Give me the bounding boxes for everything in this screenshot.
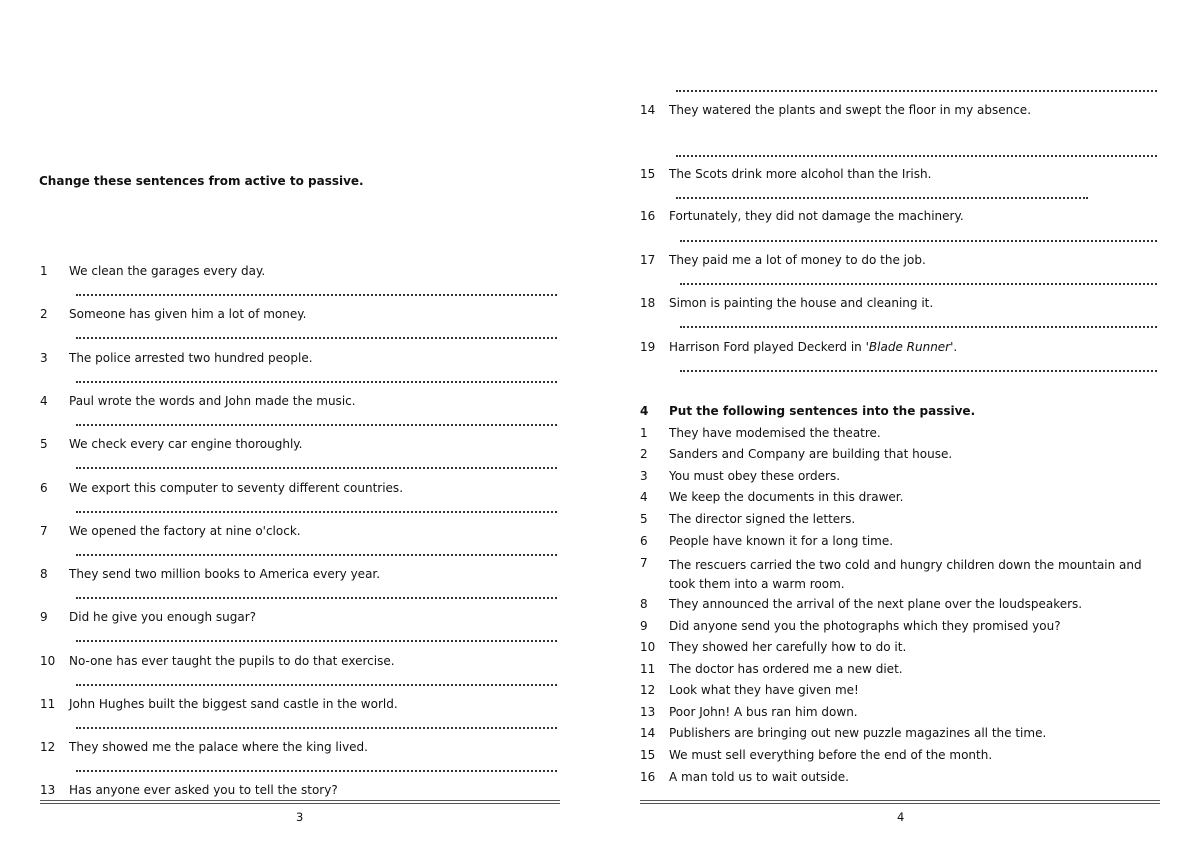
item-sentence: The police arrested two hundred people. bbox=[69, 351, 313, 365]
item-sentence: Has anyone ever asked you to tell the story? bbox=[69, 783, 338, 797]
item-number: 9 bbox=[640, 619, 648, 633]
item-number: 3 bbox=[640, 469, 648, 483]
item-number: 11 bbox=[640, 662, 656, 676]
item-number: 5 bbox=[40, 437, 48, 451]
page-number: 4 bbox=[897, 810, 905, 824]
item-number: 2 bbox=[40, 307, 48, 321]
right-page bbox=[600, 0, 1200, 849]
item-number: 10 bbox=[40, 654, 56, 668]
answer-line[interactable] bbox=[76, 424, 557, 426]
item-sentence: We check every car engine thoroughly. bbox=[69, 437, 303, 451]
section-heading: Put the following sentences into the passive. bbox=[669, 404, 976, 418]
item-sentence: They paid me a lot of money to do the job. bbox=[669, 253, 926, 267]
item-sentence: No-one has ever taught the pupils to do that exercise. bbox=[69, 654, 395, 668]
item-number: 13 bbox=[640, 705, 656, 719]
item-number: 14 bbox=[640, 103, 656, 117]
item-number: 1 bbox=[40, 264, 48, 278]
item-number: 15 bbox=[640, 167, 656, 181]
item-sentence: Sanders and Company are building that house. bbox=[669, 447, 953, 461]
item-number: 12 bbox=[640, 683, 656, 697]
item-sentence: Did he give you enough sugar? bbox=[69, 610, 257, 624]
item-number: 14 bbox=[640, 726, 656, 740]
item-number: 6 bbox=[640, 534, 648, 548]
item-sentence: Simon is painting the house and cleaning it. bbox=[669, 296, 934, 310]
item-sentence: They announced the arrival of the next plane over the loudspeakers. bbox=[669, 597, 1083, 611]
answer-line[interactable] bbox=[76, 597, 557, 599]
item-sentence: Paul wrote the words and John made the music. bbox=[69, 394, 356, 408]
item-sentence: People have known it for a long time. bbox=[669, 534, 894, 548]
item-sentence: They have modemised the theatre. bbox=[669, 426, 881, 440]
item-number: 7 bbox=[40, 524, 48, 538]
item-sentence: John Hughes built the biggest sand castle in the world. bbox=[69, 697, 398, 711]
item-number: 16 bbox=[640, 209, 656, 223]
item-number: 8 bbox=[40, 567, 48, 581]
item-number: 4 bbox=[40, 394, 48, 408]
item-sentence: We export this computer to seventy different countries. bbox=[69, 481, 404, 495]
section-number: 4 bbox=[640, 404, 649, 418]
item-sentence: The director signed the letters. bbox=[669, 512, 856, 526]
item-sentence: You must obey these orders. bbox=[669, 469, 841, 483]
exercise-instruction: Change these sentences from active to passive. bbox=[39, 174, 364, 188]
item-sentence: We keep the documents in this drawer. bbox=[669, 490, 904, 504]
item-number: 17 bbox=[640, 253, 656, 267]
item-number: 1 bbox=[640, 426, 648, 440]
answer-line[interactable] bbox=[76, 294, 557, 296]
item-number: 8 bbox=[640, 597, 648, 611]
item-sentence: They showed her carefully how to do it. bbox=[669, 640, 907, 654]
sentence-text: Harrison Ford played Deckerd in ' bbox=[669, 340, 869, 354]
page-number: 3 bbox=[296, 810, 304, 824]
answer-line[interactable] bbox=[76, 770, 557, 772]
answer-line[interactable] bbox=[76, 511, 557, 513]
answer-line[interactable] bbox=[676, 197, 1088, 199]
answer-line[interactable] bbox=[76, 381, 557, 383]
answer-line[interactable] bbox=[76, 337, 557, 339]
item-sentence: We clean the garages every day. bbox=[69, 264, 266, 278]
answer-line[interactable] bbox=[680, 370, 1157, 372]
item-number: 10 bbox=[640, 640, 656, 654]
item-number: 2 bbox=[640, 447, 648, 461]
item-sentence: The doctor has ordered me a new diet. bbox=[669, 662, 903, 676]
item-sentence: The rescuers carried the two cold and hungry children down the mountain and took them into a warm room. bbox=[669, 558, 1142, 591]
item-sentence: We must sell everything before the end of the month. bbox=[669, 748, 993, 762]
item-number: 9 bbox=[40, 610, 48, 624]
item-sentence: A man told us to wait outside. bbox=[669, 770, 849, 784]
item-sentence: The Scots drink more alcohol than the Irish. bbox=[669, 167, 932, 181]
item-number: 7 bbox=[640, 556, 648, 570]
film-title: Blade Runner bbox=[868, 340, 951, 354]
item-number: 12 bbox=[40, 740, 56, 754]
sentence-text: '. bbox=[950, 340, 958, 354]
item-sentence: They send two million books to America every year. bbox=[69, 567, 381, 581]
item-sentence: Poor John! A bus ran him down. bbox=[669, 705, 858, 719]
answer-line[interactable] bbox=[680, 283, 1157, 285]
item-sentence: Publishers are bringing out new puzzle magazines all the time. bbox=[669, 726, 1047, 740]
item-sentence: Look what they have given me! bbox=[669, 683, 859, 697]
item-number: 18 bbox=[640, 296, 656, 310]
item-number: 5 bbox=[640, 512, 648, 526]
item-number: 16 bbox=[640, 770, 656, 784]
answer-line[interactable] bbox=[680, 326, 1157, 328]
item-sentence: Did anyone send you the photographs which they promised you? bbox=[669, 619, 1061, 633]
answer-line[interactable] bbox=[76, 554, 557, 556]
answer-line[interactable] bbox=[676, 90, 1157, 92]
answer-line[interactable] bbox=[76, 640, 557, 642]
item-number: 15 bbox=[640, 748, 656, 762]
answer-line[interactable] bbox=[76, 727, 557, 729]
item-sentence: We opened the factory at nine o'clock. bbox=[69, 524, 301, 538]
item-number: 13 bbox=[40, 783, 56, 797]
answer-line[interactable] bbox=[680, 240, 1157, 242]
footer-rule bbox=[640, 803, 1160, 804]
item-sentence: They watered the plants and swept the floor in my absence. bbox=[669, 103, 1032, 117]
item-number: 3 bbox=[40, 351, 48, 365]
item-sentence: They showed me the palace where the king lived. bbox=[69, 740, 368, 754]
item-number: 19 bbox=[640, 340, 656, 354]
answer-line[interactable] bbox=[76, 684, 557, 686]
answer-line[interactable] bbox=[676, 155, 1157, 157]
answer-line[interactable] bbox=[76, 467, 557, 469]
footer-rule bbox=[40, 803, 560, 804]
item-sentence: Fortunately, they did not damage the machinery. bbox=[669, 209, 964, 223]
item-sentence bbox=[669, 340, 957, 354]
item-number: 11 bbox=[40, 697, 56, 711]
footer-rule bbox=[40, 800, 560, 801]
item-number: 6 bbox=[40, 481, 48, 495]
footer-rule bbox=[640, 800, 1160, 801]
item-number: 4 bbox=[640, 490, 648, 504]
item-sentence: Someone has given him a lot of money. bbox=[69, 307, 307, 321]
